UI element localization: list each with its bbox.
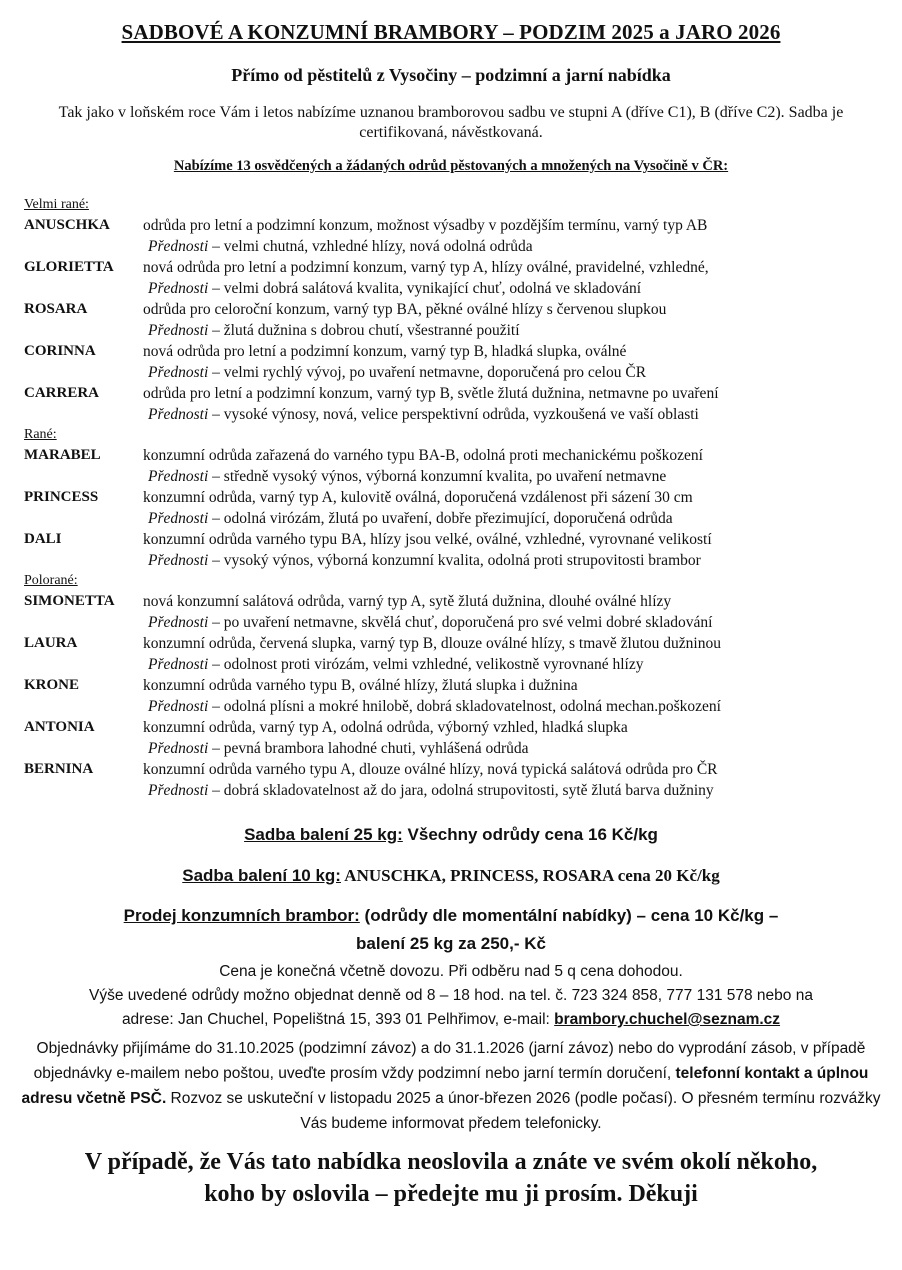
variety-advantages <box>148 738 529 759</box>
variety-row <box>24 383 884 425</box>
advantages-text: – odolná virózám, žlutá po uvaření, dobře přezimující, doporučená odrůda <box>208 510 673 527</box>
variety-advantages <box>148 696 721 717</box>
variety-description: konzumní odrůda, varný typ A, kulovitě oválná, doporučená vzdálenost při sázení 30 cm <box>143 489 693 506</box>
variety-description: konzumní odrůda varného typu BA, hlízy jsou velké, oválné, vzhledné, vyrovnané velikostí <box>143 531 712 548</box>
advantages-label: Přednosti <box>148 698 209 715</box>
variety-advantages <box>148 278 641 299</box>
variety-row <box>24 487 884 529</box>
variety-advantages <box>148 466 666 487</box>
variety-name: PRINCESS <box>24 489 99 505</box>
variety-description: odrůda pro celoroční konzum, varný typ BA, pěkné oválné hlízy s červenou slupkou <box>143 301 667 318</box>
variety-name: MARABEL <box>24 447 101 463</box>
variety-description: odrůda pro letní a podzimní konzum, možnost výsadby v pozdějším termínu, varný typ AB <box>143 217 708 234</box>
advantages-label: Přednosti <box>148 782 209 799</box>
category-label: Velmi rané: <box>24 197 89 212</box>
advantages-label: Přednosti <box>148 656 209 673</box>
variety-row <box>24 759 884 801</box>
price-note: Cena je konečná včetně dovozu. Při odběru nad 5 q cena dohodou. <box>219 963 683 980</box>
variety-row <box>24 633 884 675</box>
variety-advantages <box>148 612 712 633</box>
order-paragraph <box>8 1036 894 1136</box>
variety-list <box>24 195 884 801</box>
variety-advantages <box>148 362 646 383</box>
price-consumer <box>0 906 902 926</box>
order-bold-text: telefonní kontakt a úplnou adresu včetně PSČ. <box>21 1065 869 1107</box>
variety-name: ROSARA <box>24 301 88 317</box>
variety-row <box>24 257 884 299</box>
price-seed-10kg <box>0 866 902 886</box>
price-text: Všechny odrůdy cena 16 Kč/kg <box>402 825 658 844</box>
variety-row <box>24 341 884 383</box>
advantages-label: Přednosti <box>148 322 209 339</box>
variety-row <box>24 591 884 633</box>
address-text: adrese: Jan Chuchel, Popelištná 15, 393 01 Pelhřimov, e-mail: <box>121 1011 555 1028</box>
order-text: Objednávky přijímáme do 31.10.2025 (podzimní závoz) a do 31.1.2026 (jarní závoz) nebo do vyprodání zásob, v případě objednávky e-mailem nebo poštou, uveďte prosím vždy podzimní nebo jarní termín doručení, <box>33 1040 866 1082</box>
variety-advantages <box>148 320 520 341</box>
variety-advantages <box>148 404 699 425</box>
advantages-label: Přednosti <box>148 364 209 381</box>
advantages-text: – odolná plísni a mokré hnilobě, dobrá skladovatelnost, odolná mechan.poškození <box>208 698 721 715</box>
advantages-text: – vysoký výnos, výborná konzumní kvalita, odolná proti strupovitosti brambor <box>208 552 701 569</box>
advantages-text: – odolnost proti virózám, velmi vzhledné, velikostně vyrovnané hlízy <box>208 656 644 673</box>
advantages-text: – dobrá skladovatelnost až do jara, odolná strupovitosti, sytě žlutá barva dužniny <box>208 782 714 799</box>
phone-line: Výše uvedené odrůdy možno objednat denně od 8 – 18 hod. na tel. č. 723 324 858, 777 131 578 nebo na <box>89 987 813 1004</box>
advantages-label: Přednosti <box>148 552 209 569</box>
advantages-label: Přednosti <box>148 510 209 527</box>
variety-advantages <box>148 654 643 675</box>
advantages-text: – po uvaření netmavne, skvělá chuť, doporučená pro své velmi dobré skladování <box>208 614 713 631</box>
advantages-label: Přednosti <box>148 280 209 297</box>
variety-description: konzumní odrůda varného typu B, oválné hlízy, žlutá slupka i dužnina <box>143 677 578 694</box>
variety-description: konzumní odrůda, varný typ A, odolná odrůda, výborný vzhled, hladká slupka <box>143 719 628 736</box>
variety-advantages <box>148 236 533 257</box>
variety-advantages <box>148 780 714 801</box>
variety-name: GLORIETTA <box>24 259 114 275</box>
order-text-end: Rozvoz se uskuteční v listopadu 2025 a únor-březen 2026 (podle počasí). O přesném termínu rozvážky Vás budeme informovat předem telefonicky. <box>166 1090 881 1132</box>
price-text: ANUSCHKA, PRINCESS, ROSARA cena 20 Kč/kg <box>340 866 720 885</box>
variety-row <box>24 445 884 487</box>
advantages-label: Přednosti <box>148 468 209 485</box>
variety-description: nová konzumní salátová odrůda, varný typ A, sytě žlutá dužnina, dlouhé oválné hlízy <box>143 593 672 610</box>
variety-name: ANTONIA <box>24 719 95 735</box>
variety-description: konzumní odrůda, červená slupka, varný typ B, dlouze oválné hlízy, s tmavě žlutou dužninou <box>143 635 721 652</box>
variety-row <box>24 529 884 571</box>
variety-description: konzumní odrůda varného typu A, dlouze oválné hlízy, nová typická salátová odrůda pro ČR <box>143 761 718 778</box>
variety-description: nová odrůda pro letní a podzimní konzum, varný typ A, hlízy oválné, pravidelné, vzhledné, <box>143 259 709 276</box>
advantages-text: – žlutá dužnina s dobrou chutí, všestranné použití <box>208 322 520 339</box>
variety-name: CARRERA <box>24 385 99 401</box>
variety-name: DALI <box>24 531 62 547</box>
variety-name: KRONE <box>24 677 80 693</box>
price-label: Sadba balení 10 kg: <box>182 866 341 885</box>
advantages-label: Přednosti <box>148 614 209 631</box>
price-text: (odrůdy dle momentální nabídky) – cena 10 Kč/kg – <box>359 906 779 925</box>
advantages-text: – velmi dobrá salátová kvalita, vynikající chuť, odolná ve skladování <box>208 280 642 297</box>
advantages-text: – velmi rychlý vývoj, po uvaření netmavne, doporučená pro celou ČR <box>208 364 647 381</box>
contact-info <box>10 960 892 1032</box>
variety-name: SIMONETTA <box>24 593 115 609</box>
variety-description: konzumní odrůda zařazená do varného typu BA-B, odolná proti mechanickému poškození <box>143 447 703 464</box>
variety-row <box>24 299 884 341</box>
category-label: Rané: <box>24 427 57 442</box>
variety-row <box>24 215 884 257</box>
price-label: Sadba balení 25 kg: <box>244 825 403 844</box>
advantages-text: – velmi chutná, vzhledné hlízy, nová odolná odrůda <box>208 238 533 255</box>
variety-name: LAURA <box>24 635 78 651</box>
variety-name: CORINNA <box>24 343 96 359</box>
variety-description: odrůda pro letní a podzimní konzum, varný typ B, světle žlutá dužnina, netmavne po uvaření <box>143 385 719 402</box>
variety-row <box>24 675 884 717</box>
price-label: Prodej konzumních brambor: <box>123 906 360 925</box>
offer-heading: Nabízíme 13 osvědčených a žádaných odrůd pěstovaných a množených na Vysočině v ČR: <box>173 158 729 174</box>
advantages-label: Přednosti <box>148 406 209 423</box>
advantages-text: – středně vysoký výnos, výborná konzumní kvalita, po uvaření netmavne <box>208 468 667 485</box>
variety-name: BERNINA <box>24 761 94 777</box>
advantages-label: Přednosti <box>148 740 209 757</box>
page-title: SADBOVÉ A KONZUMNÍ BRAMBORY – PODZIM 2025 a JARO 2026 <box>121 20 781 44</box>
variety-advantages <box>148 508 673 529</box>
variety-description: nová odrůda pro letní a podzimní konzum, varný typ B, hladká slupka, oválné <box>143 343 627 360</box>
variety-row <box>24 717 884 759</box>
advantages-text: – pevná brambora lahodné chuti, vyhlášená odrůda <box>208 740 529 757</box>
category-label: Polorané: <box>24 573 78 588</box>
price-seed-25kg <box>0 825 902 845</box>
page-subtitle: Přímo od pěstitelů z Vysočiny – podzimní a jarní nabídka <box>231 65 671 85</box>
intro-paragraph: Tak jako v loňském roce Vám i letos nabízíme uznanou bramborovou sadbu ve stupni A (dříve C1), B (dříve C2). Sadba je certifikovaná, návěstkovaná. <box>58 104 844 141</box>
closing-line-1: V případě, že Vás tato nabídka neoslovila a znáte ve svém okolí někoho, <box>84 1149 818 1175</box>
closing-message <box>0 1146 902 1210</box>
email-link[interactable]: brambory.chuchel@seznam.cz <box>554 1011 781 1028</box>
variety-advantages <box>148 550 701 571</box>
advantages-label: Přednosti <box>148 238 209 255</box>
price-consumer-package: balení 25 kg za 250,- Kč <box>356 934 546 953</box>
address-line <box>10 1008 892 1032</box>
advantages-text: – vysoké výnosy, nová, velice perspektivní odrůda, vyzkoušená ve vaší oblasti <box>208 406 699 423</box>
closing-line-2: koho by oslovila – předejte mu ji prosím. Děkuji <box>204 1181 698 1207</box>
variety-name: ANUSCHKA <box>24 217 110 233</box>
